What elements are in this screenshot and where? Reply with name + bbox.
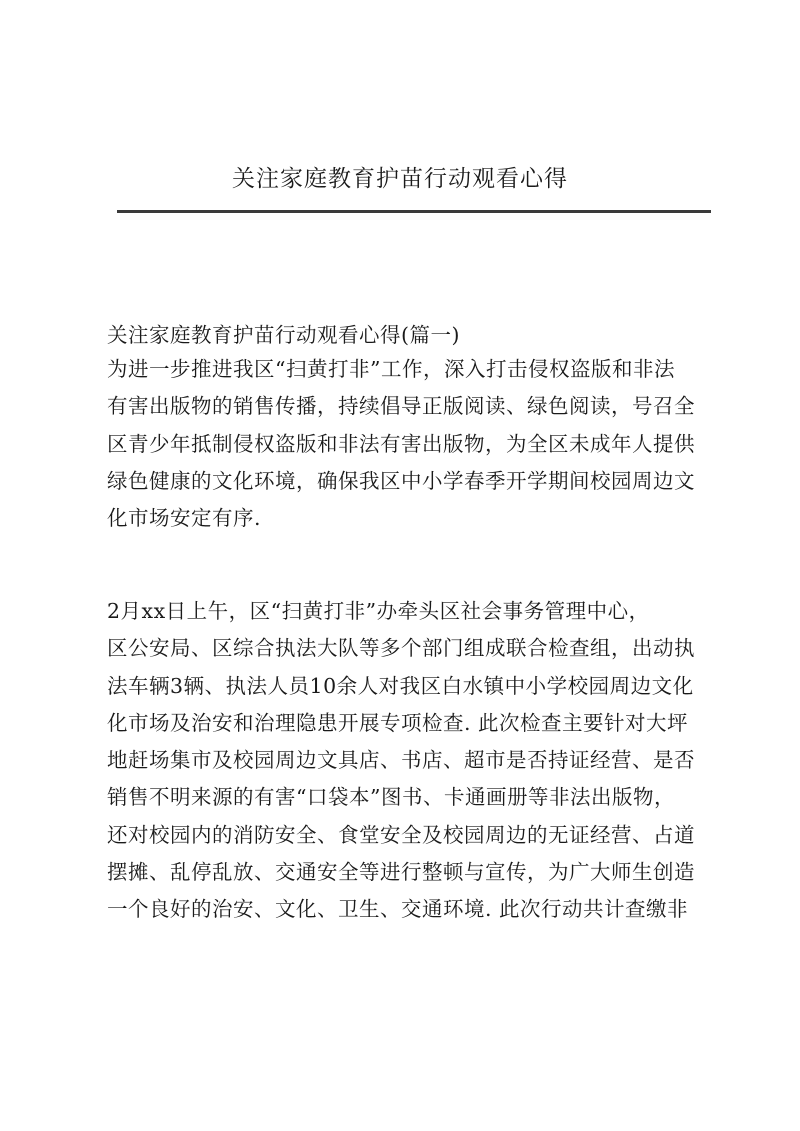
title-divider (117, 210, 711, 213)
paragraph-line: 化市场安定有序. (107, 506, 262, 531)
paragraph-1 (107, 351, 711, 537)
paragraph-line: 化市场及治安和治理隐患开展专项检查. 此次检查主要针对大坪 (107, 710, 689, 735)
paragraph-line: 摆摊、乱停乱放、交通安全等进行整顿与宣传，为广大师生创造 (107, 860, 695, 885)
paragraph-line: 绿色健康的文化环境，确保我区中小学春季开学期间校园周边文 (107, 468, 695, 493)
paragraph-line: 2月xx日上午，区“扫黄打非”办牵头区社会事务管理中心， (107, 599, 650, 623)
paragraph-line: 法车辆3辆、执法人员10余人对我区白水镇中小学校园周边文化 (107, 673, 694, 698)
paragraph-line: 一个良好的治安、文化、卫生、交通环境. 此次行动共计查缴非 (107, 897, 689, 922)
paragraph-line: 地赶场集市及校园周边文具店、书店、超市是否持证经营、是否 (107, 748, 695, 773)
paragraph-line: 区公安局、区综合执法大队等多个部门组成联合检查组，出动执 (107, 636, 695, 661)
paragraph-line: 为进一步推进我区“扫黄打非”工作，深入打击侵权盗版和非法 (107, 357, 675, 381)
paragraph-line: 有害出版物的销售传播，持续倡导正版阅读、绿色阅读，号召全 (107, 394, 695, 419)
paragraph-2 (107, 593, 711, 929)
document-title: 关注家庭教育护苗行动观看心得 (232, 166, 568, 192)
paragraph-line: 区青少年抵制侵权盗版和非法有害出版物，为全区未成年人提供 (107, 431, 695, 456)
paragraph-line: 还对校园内的消防安全、食堂安全及校园周边的无证经营、占道 (107, 822, 695, 847)
section-heading: 关注家庭教育护苗行动观看心得(篇一) (107, 323, 460, 347)
paragraph-line: 销售不明来源的有害“口袋本”图书、卡通画册等非法出版物， (107, 785, 675, 810)
